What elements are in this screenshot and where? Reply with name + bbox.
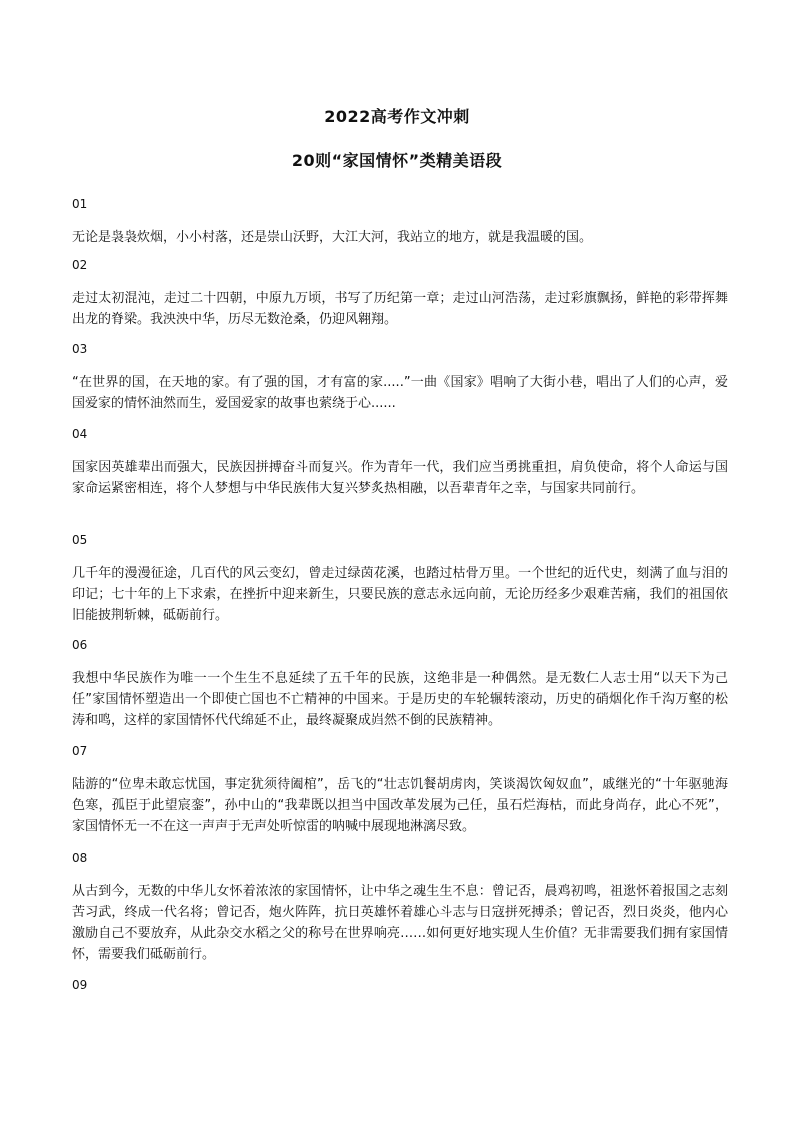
section-text: 无论是袅袅炊烟，小小村落，还是崇山沃野，大江大河，我站立的地方，就是我温暖的国。 <box>72 230 593 245</box>
section-number: 03 <box>72 342 88 356</box>
paragraph-section-01 <box>72 197 728 248</box>
paragraph-section-07 <box>72 744 728 837</box>
section-number: 09 <box>72 978 88 992</box>
paragraph-section-04 <box>72 427 728 499</box>
paragraph-section-09 <box>72 978 728 992</box>
section-text: 走过太初混沌，走过二十四朝，中原九万顷，书写了历纪第一章；走过山河浩荡，走过彩旗飘扬，鲜艳的彩带挥舞出龙的脊梁。我泱泱中华，历尽无数沧桑，仍迎风翱翔。 <box>72 291 728 327</box>
section-text: 几千年的漫漫征途，几百代的风云变幻，曾走过绿茵花溪，也踏过枯骨万里。一个世纪的近代史，刻满了血与泪的印记；七十年的上下求索，在挫折中迎来新生，只要民族的意志永远向前，无论历经多少艰难苦痛，我们的祖国依旧能披荆斩棘，砥砺前行。 <box>72 566 728 623</box>
section-number: 02 <box>72 258 88 272</box>
section-text: “在世界的国，在天地的家。有了强的国，才有富的家.....”一曲《国家》唱响了大街小巷，唱出了人们的心声，爱国爱家的情怀油然而生，爱国爱家的故事也萦绕于心...... <box>72 375 728 411</box>
document-subtitle: 20则“家国情怀”类精美语段 <box>291 151 503 170</box>
section-number: 01 <box>72 197 88 211</box>
section-number: 04 <box>72 427 88 441</box>
paragraph-section-06 <box>72 638 728 731</box>
section-text: 我想中华民族作为唯一一个生生不息延续了五千年的民族，这绝非是一种偶然。是无数仁人志士用“以天下为己任”家国情怀塑造出一个即使亡国也不亡精神的中国来。于是历史的车轮辗转滚动，历史的硝烟化作千沟万壑的松涛和鸣，这样的家国情怀代代绵延不止，最终凝聚成岿然不倒的民族精神。 <box>72 671 728 728</box>
document-title: 2022高考作文冲刺 <box>324 107 470 126</box>
section-text: 陆游的“位卑未敢忘忧国，事定犹须待阖棺”，岳飞的“壮志饥餐胡虏肉，笑谈渴饮匈奴血”，戚继光的“十年驱驰海色寒，孤臣于此望宸銮”，孙中山的“我辈既以担当中国改革发展为己任，虽石烂海枯，而此身尚存，此心不死”，家国情怀无一不在这一声声于无声处听惊雷的呐喊中展现地淋漓尽致。 <box>72 777 728 834</box>
paragraph-section-08 <box>72 851 728 965</box>
section-number: 08 <box>72 851 88 865</box>
paragraph-section-03 <box>72 342 728 414</box>
paragraph-section-05 <box>72 533 728 626</box>
section-number: 07 <box>72 744 88 758</box>
paragraph-section-02 <box>72 258 728 330</box>
section-text: 国家因英雄辈出而强大，民族因拼搏奋斗而复兴。作为青年一代，我们应当勇挑重担，肩负使命，将个人命运与国家命运紧密相连，将个人梦想与中华民族伟大复兴梦炙热相融，以吾辈青年之幸，与国家共同前行。 <box>72 460 728 496</box>
section-number: 06 <box>72 638 88 652</box>
section-number: 05 <box>72 533 88 547</box>
section-text: 从古到今，无数的中华儿女怀着浓浓的家国情怀，让中华之魂生生不息：曾记否，晨鸡初鸣，祖逖怀着报国之志刻苦习武，终成一代名将；曾记否，炮火阵阵，抗日英雄怀着雄心斗志与日寇拼死搏杀；曾记否，烈日炎炎，他内心激励自己不要放弃，从此杂交水稻之父的称号在世界响亮……如何更好地实现人生价值？无非需要我们拥有家国情怀，需要我们砥砺前行。 <box>72 884 728 962</box>
